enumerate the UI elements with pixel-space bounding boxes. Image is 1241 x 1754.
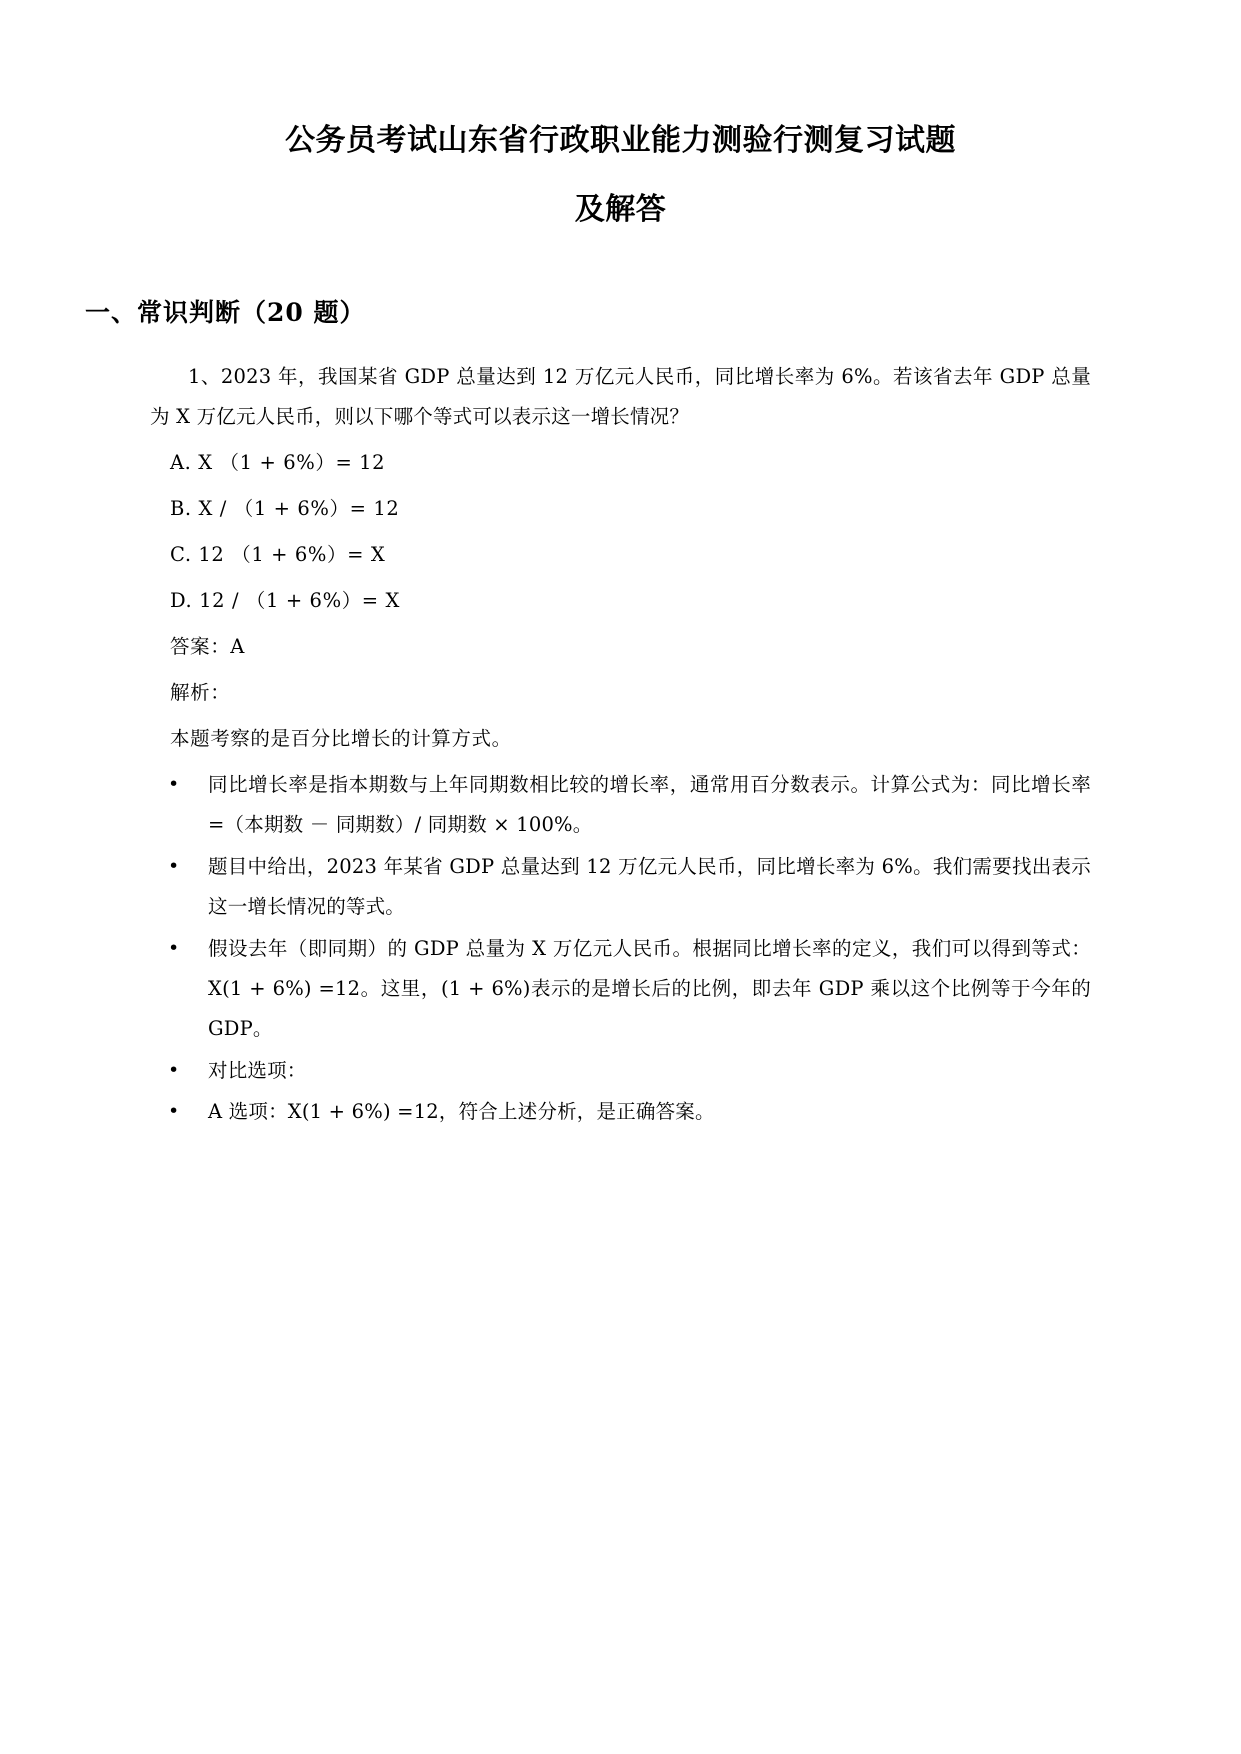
question-text: [150, 357, 1091, 437]
question-number: 1、: [188, 365, 221, 388]
option-c: C. 12 （1 + 6%）= X: [170, 542, 386, 566]
analysis-bullet-list: [150, 765, 1091, 1133]
answer-line: 答案：A: [170, 634, 245, 658]
list-item: [150, 765, 1091, 845]
option-a: A. X （1 + 6%）= 12: [170, 450, 386, 474]
option-b: B. X / （1 + 6%）= 12: [170, 496, 400, 520]
page-title-line-2: 及解答: [574, 191, 667, 227]
page-title: [150, 118, 1091, 233]
section-heading: 一、常识判断（20 题）: [85, 298, 366, 327]
analysis-label: 解析：: [170, 680, 231, 704]
list-item-text: 假设去年（即同期）的 GDP 总量为 X 万亿元人民币。根据同比增长率的定义，我们可以得到等式：X(1 + 6%) =12。这里，(1 + 6%)表示的是增长后的比例，即去年 GDP 乘以这个比例等于今年的 GDP。: [208, 936, 1091, 1040]
list-item: [150, 847, 1091, 927]
bullet-icon: •: [168, 1100, 180, 1123]
bullet-icon: •: [168, 854, 180, 877]
list-item-text: 题目中给出，2023 年某省 GDP 总量达到 12 万亿元人民币，同比增长率为 6%。我们需要找出表示这一增长情况的等式。: [208, 854, 1091, 918]
bullet-icon: •: [168, 1058, 180, 1081]
bullet-icon: •: [168, 936, 180, 959]
bullet-icon: •: [168, 772, 180, 795]
analysis-intro: 本题考察的是百分比增长的计算方式。: [170, 726, 512, 750]
list-item-text: A 选项：X(1 + 6%) =12，符合上述分析，是正确答案。: [208, 1100, 715, 1124]
list-item-text: 对比选项：: [208, 1058, 307, 1082]
option-d: D. 12 / （1 + 6%）= X: [170, 588, 401, 612]
page-title-line-1: 公务员考试山东省行政职业能力测验行测复习试题: [285, 123, 956, 158]
question-body: 2023 年，我国某省 GDP 总量达到 12 万亿元人民币，同比增长率为 6%。若该省去年 GDP 总量为 X 万亿元人民币，则以下哪个等式可以表示这一增长情况？: [150, 365, 1091, 428]
list-item-text: 同比增长率是指本期数与上年同期数相比较的增长率，通常用百分数表示。计算公式为：同比增长率 =（本期数 － 同期数）/ 同期数 × 100%。: [208, 772, 1091, 836]
list-item: [150, 929, 1091, 1049]
list-item: [150, 1092, 1091, 1132]
list-item: [150, 1051, 1091, 1091]
